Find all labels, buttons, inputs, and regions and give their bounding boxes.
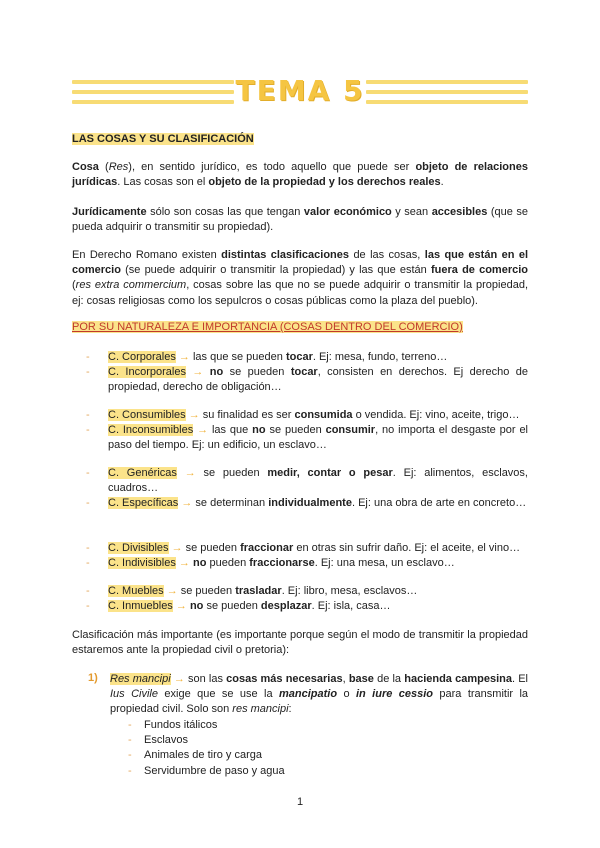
arrow-icon: →	[197, 424, 209, 437]
numbered-item-res-mancipi: 1) Res mancipi → son las cosas más necesarias, base de la hacienda campesina. El Ius Civile exige que se use la mancipatio o in iure cessio para transmitir la propiedad civil. Solo son res mancipi:	[88, 672, 529, 716]
arrow-icon: →	[171, 542, 183, 554]
list-item: - C. Inconsumibles → las que no se pueden consumir, no importa el desgaste por el paso del tiempo. Ej: un edificio, un esclavo…	[86, 424, 529, 452]
list-item: - C. Consumibles → su finalidad es ser consumida o vendida. Ej: vino, aceite, trigo…	[86, 409, 520, 421]
arrow-icon: →	[175, 600, 187, 613]
list-muebles	[86, 584, 528, 614]
list-item: - Animales de tiro y carga	[128, 749, 262, 762]
res-mancipi-list	[128, 718, 428, 779]
list-item: - C. Inmuebles → no se pueden desplazar. Ej: isla, casa…	[86, 600, 391, 613]
list-item: - C. Genéricas → se pueden medir, contar o pesar. Ej: alimentos, esclavos, cuadros…	[86, 467, 528, 495]
page-title: TEMA 5	[235, 74, 365, 107]
list-genericas	[86, 466, 528, 512]
list-corporales	[86, 350, 529, 396]
arrow-icon: →	[178, 351, 190, 363]
page-number: 1	[296, 796, 304, 808]
list-divisibles	[86, 541, 528, 571]
list-consumibles	[86, 408, 529, 454]
heading-text: POR SU NATURALEZA E IMPORTANCIA (COSAS DENTRO DEL COMERCIO)	[72, 321, 463, 333]
section-heading-cosas	[72, 132, 528, 147]
paragraph-derecho-romano: En Derecho Romano existen distintas clasificaciones de las cosas, las que están en el comercio (se puede adquirir o transmitir la propiedad) y las que están fuera de comercio (res extra commercium, cosas sobre las que no se puede adquirir o transmitir la propiedad, ej: cosas religiosas como los sepulcros o cosas públicas como la plaza del pueblo).	[72, 249, 528, 307]
list-item: - C. Divisibles → se pueden fraccionar en otras sin sufrir daño. Ej: el aceite, el vino…	[86, 542, 521, 554]
list-item: - C. Muebles → se pueden trasladar. Ej: libro, mesa, esclavos…	[86, 585, 418, 597]
arrow-icon: →	[173, 673, 185, 685]
arrow-icon: →	[166, 585, 178, 597]
arrow-icon: →	[181, 497, 193, 510]
list-item: - Esclavos	[128, 734, 189, 747]
list-item: - C. Corporales → las que se pueden tocar. Ej: mesa, fundo, terreno…	[86, 351, 448, 363]
paragraph-juridicamente: Jurídicamente sólo son cosas las que tengan valor económico y sean accesibles (que se pueda adquirir o transmitir su propiedad).	[72, 206, 529, 234]
section-heading-naturaleza	[72, 320, 528, 335]
list-item: - C. Incorporales → no se pueden tocar, consisten en derechos. Ej derecho de propiedad, derecho de obligación…	[86, 366, 529, 394]
list-item: - Servidumbre de paso y agua	[128, 764, 285, 777]
arrow-icon: →	[188, 409, 200, 421]
heading-text: LAS COSAS Y SU CLASIFICACIÓN	[72, 133, 254, 145]
list-item: - Fundos itálicos	[128, 719, 218, 731]
arrow-icon: →	[178, 557, 190, 570]
arrow-icon: →	[184, 467, 196, 479]
arrow-icon: →	[192, 366, 204, 379]
paragraph-cosa: Cosa (Res), en sentido jurídico, es todo aquello que puede ser objeto de relaciones jurídicas. Las cosas son el objeto de la propiedad y los derechos reales.	[72, 161, 528, 189]
list-item: - C. Indivisibles → no pueden fraccionarse. Ej: una mesa, un esclavo…	[86, 557, 455, 570]
paragraph-clasificacion: Clasificación más importante (es importante porque según el modo de transmitir la propiedad estaremos ante la propiedad civil o pretoria):	[72, 629, 528, 657]
list-item: - C. Específicas → se determinan individualmente. Ej: una obra de arte en concreto…	[86, 497, 527, 510]
